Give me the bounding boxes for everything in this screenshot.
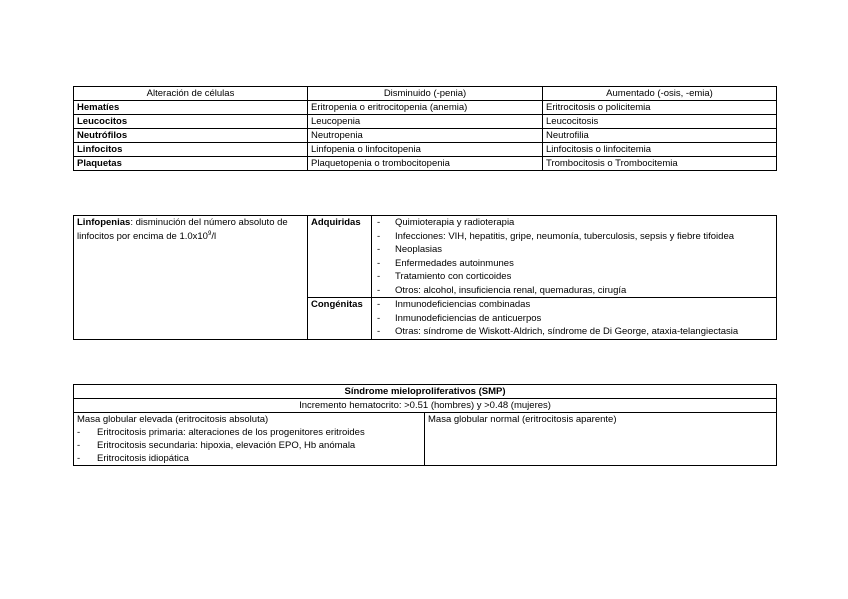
acquired-causes-list bbox=[375, 216, 773, 297]
absolute-erythrocytosis-list bbox=[77, 426, 421, 465]
list-item: - Inmunodeficiencias de anticuerpos bbox=[375, 312, 773, 326]
group-label-acquired: Adquiridas bbox=[308, 216, 372, 298]
table-title-row bbox=[74, 385, 777, 399]
congenital-causes-list bbox=[375, 298, 773, 339]
table-subtitle-row bbox=[74, 399, 777, 413]
decreased-term: Neutropenia bbox=[308, 129, 543, 143]
table-row bbox=[74, 101, 777, 115]
acquired-causes bbox=[372, 216, 777, 298]
list-item: - Inmunodeficiencias combinadas bbox=[375, 298, 773, 312]
congenital-causes bbox=[372, 298, 777, 340]
list-item: - Eritrocitosis primaria: alteraciones de los progenitores eritroides bbox=[77, 426, 421, 439]
cell-type: Plaquetas bbox=[74, 157, 308, 171]
table-row bbox=[74, 115, 777, 129]
apparent-erythrocytosis-cell bbox=[425, 413, 777, 466]
list-item: - Enfermedades autoinmunes bbox=[375, 257, 773, 271]
cell-type: Leucocitos bbox=[74, 115, 308, 129]
cell-alterations-table bbox=[73, 86, 777, 171]
increased-term: Neutrofilia bbox=[543, 129, 777, 143]
lymphopenia-definition bbox=[74, 216, 308, 340]
myeloproliferative-table bbox=[73, 384, 777, 466]
decreased-term: Leucopenia bbox=[308, 115, 543, 129]
definition-term: Linfopenias bbox=[77, 217, 131, 228]
cell-type: Linfocitos bbox=[74, 143, 308, 157]
column-header: Disminuido (-penia) bbox=[308, 87, 543, 101]
table-row bbox=[74, 413, 777, 466]
column-header: Alteración de células bbox=[74, 87, 308, 101]
list-item: - Tratamiento con corticoides bbox=[375, 270, 773, 284]
group-label-congenital: Congénitas bbox=[308, 298, 372, 340]
table-row bbox=[74, 157, 777, 171]
decreased-term: Plaquetopenia o trombocitopenia bbox=[308, 157, 543, 171]
list-item: - Eritrocitosis idiopática bbox=[77, 452, 421, 465]
list-item: - Infecciones: VIH, hepatitis, gripe, neumonía, tuberculosis, sepsis y fiebre tifoidea bbox=[375, 230, 773, 244]
cell-type: Neutrófilos bbox=[74, 129, 308, 143]
increased-term: Leucocitosis bbox=[543, 115, 777, 129]
list-item: - Otras: síndrome de Wiskott-Aldrich, síndrome de Di George, ataxia-telangiectasia bbox=[375, 325, 773, 339]
list-item: - Otros: alcohol, insuficiencia renal, quemaduras, cirugía bbox=[375, 284, 773, 298]
definition-text: : disminución del número absoluto de linfocitos por encima de 1.0x10 bbox=[77, 217, 288, 242]
decreased-term: Eritropenia o eritrocitopenia (anemia) bbox=[308, 101, 543, 115]
table-title: Síndrome mieloproliferativos (SMP) bbox=[74, 385, 777, 399]
absolute-erythrocytosis-cell bbox=[74, 413, 425, 466]
table-row bbox=[74, 143, 777, 157]
lymphopenia-table bbox=[73, 215, 777, 340]
table-row bbox=[74, 129, 777, 143]
decreased-term: Linfopenia o linfocitopenia bbox=[308, 143, 543, 157]
absolute-erythrocytosis-heading: Masa globular elevada (eritrocitosis absoluta) bbox=[77, 414, 269, 425]
table-header-row bbox=[74, 87, 777, 101]
definition-unit: /l bbox=[211, 230, 217, 242]
increased-term: Trombocitosis o Trombocitemia bbox=[543, 157, 777, 171]
increased-term: Linfocitosis o linfocitemia bbox=[543, 143, 777, 157]
cell-type: Hematíes bbox=[74, 101, 308, 115]
increased-term: Eritrocitosis o policitemia bbox=[543, 101, 777, 115]
list-item: - Eritrocitosis secundaria: hipoxia, elevación EPO, Hb anómala bbox=[77, 439, 421, 452]
table-row bbox=[74, 216, 777, 298]
table-subtitle: Incremento hematocrito: >0.51 (hombres) y >0.48 (mujeres) bbox=[74, 399, 777, 413]
column-header: Aumentado (-osis, -emia) bbox=[543, 87, 777, 101]
apparent-erythrocytosis-heading: Masa globular normal (eritrocitosis aparente) bbox=[428, 414, 617, 425]
list-item: - Quimioterapia y radioterapia bbox=[375, 216, 773, 230]
list-item: - Neoplasias bbox=[375, 243, 773, 257]
definition-exponent: 9 bbox=[207, 230, 212, 237]
